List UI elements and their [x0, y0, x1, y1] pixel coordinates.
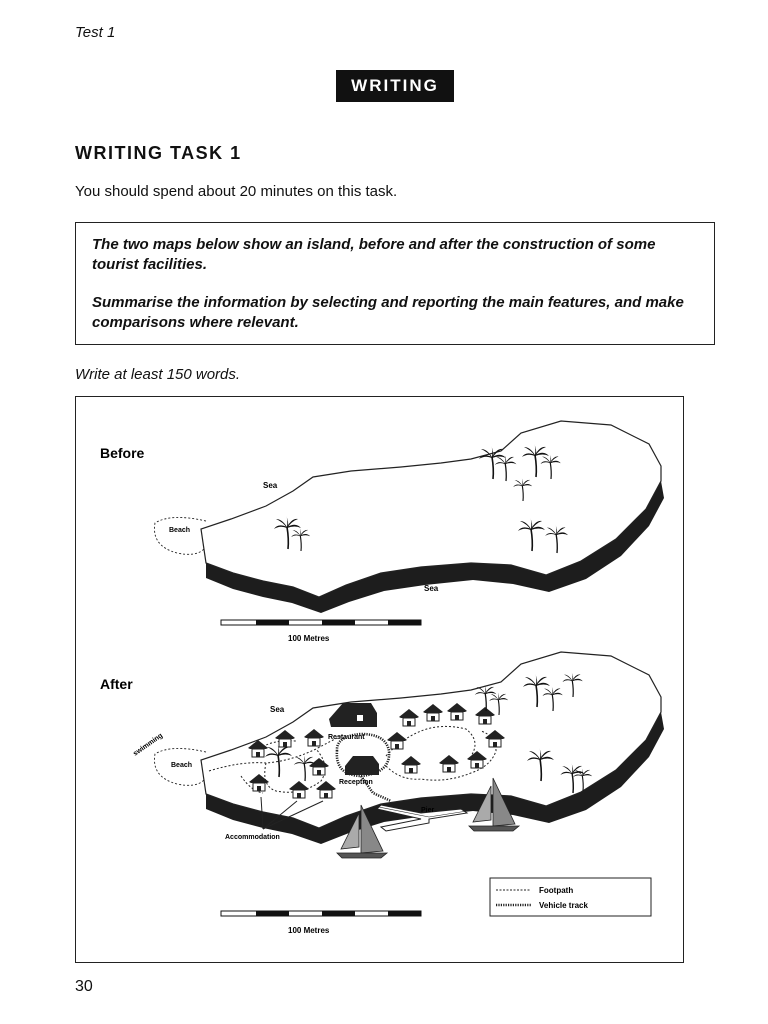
after-scale-bar — [221, 911, 421, 916]
reception-label: Reception — [339, 779, 373, 786]
legend-footpath-label: Footpath — [539, 886, 574, 895]
before-sea-bottom-label: Sea — [424, 584, 439, 593]
after-beach-label: Beach — [171, 762, 193, 769]
before-scale-bar — [221, 620, 421, 625]
restaurant-label: Restaurant — [328, 734, 365, 741]
after-sea-label: Sea — [270, 705, 285, 714]
time-note: You should spend about 20 minutes on this task. — [75, 183, 398, 200]
before-beach-label: Beach — [169, 527, 191, 534]
instruction-line-2: Summarise the information by selecting and reporting the main features, and make comparisons where relevant. — [92, 294, 684, 331]
map-legend — [490, 878, 651, 916]
page-number: 30 — [75, 978, 93, 995]
section-banner: WRITING — [336, 70, 454, 102]
map-frame — [75, 396, 684, 963]
word-count-note: Write at least 150 words. — [75, 366, 241, 383]
maps-figure — [76, 397, 682, 961]
before-map-title: Before — [100, 445, 145, 461]
task-heading: WRITING TASK 1 — [75, 143, 242, 163]
before-beach-outline — [154, 517, 206, 554]
swimming-label: swimming — [132, 732, 165, 758]
after-map-title: After — [100, 676, 133, 692]
before-scale-label: 100 Metres — [288, 634, 330, 643]
before-sea-top-label: Sea — [263, 481, 278, 490]
header-label: Test 1 — [75, 24, 116, 41]
after-scale-label: 100 Metres — [288, 926, 330, 935]
before-island — [154, 421, 664, 613]
accommodation-label: Accommodation — [225, 834, 280, 841]
instruction-line-1: The two maps below show an island, before and after the construction of some tourist facilities. — [92, 236, 656, 273]
legend-vehicle-track-label: Vehicle track — [539, 901, 588, 910]
pier-label: Pier — [421, 807, 435, 814]
instruction-box — [75, 222, 715, 345]
